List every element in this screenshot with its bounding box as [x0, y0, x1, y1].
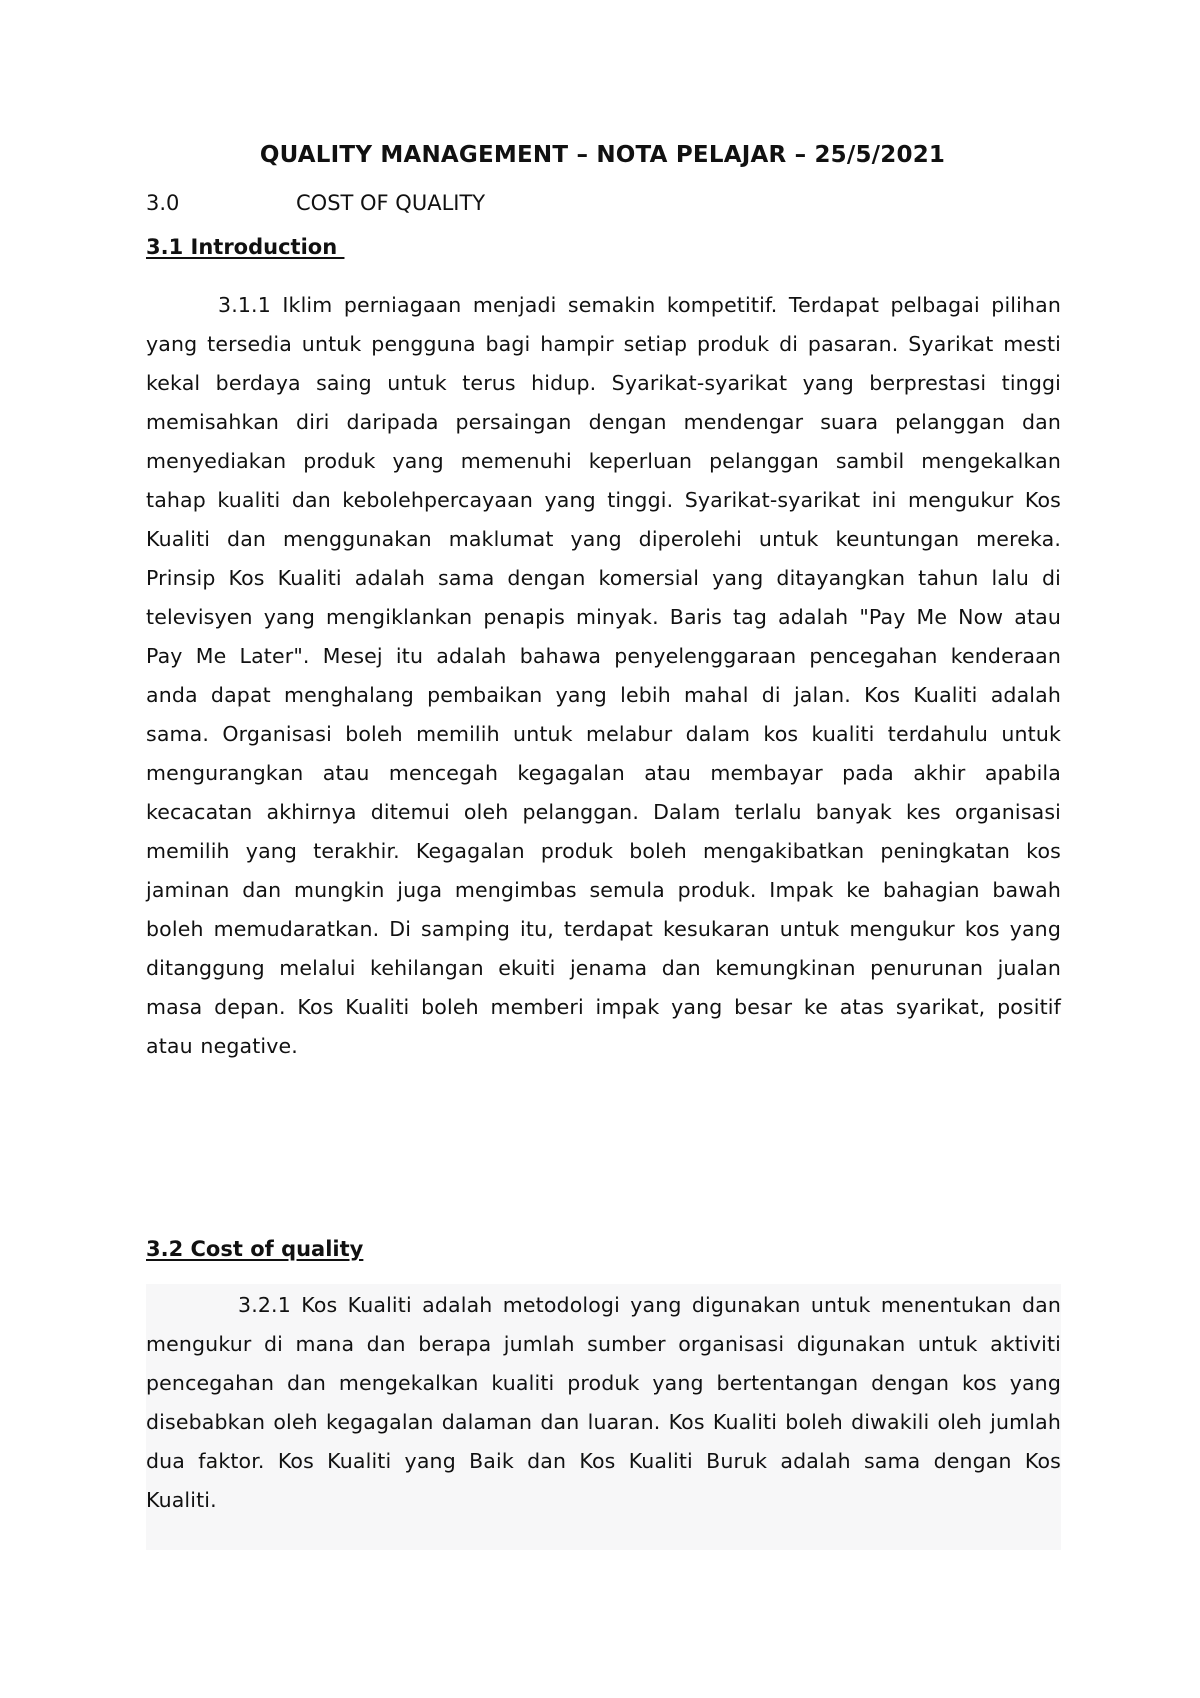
section-heading — [146, 191, 485, 215]
section-number: 3.0 — [146, 191, 180, 215]
cost-of-quality-paragraph: 3.2.1 Kos Kualiti adalah metodologi yang digunakan untuk menentukan dan mengukur di mana dan berapa jumlah sumber organisasi digunakan untuk aktiviti pencegahan dan mengekalkan kualiti produk yang bertentangan dengan kos yang disebabkan oleh kegagalan dalaman dan luaran. Kos Kualiti boleh diwakili oleh jumlah dua faktor. Kos Kualiti yang Baik dan Kos Kualiti Buruk adalah sama dengan Kos Kualiti. — [146, 1293, 1061, 1512]
document-title: QUALITY MANAGEMENT – NOTA PELAJAR – 25/5/2021 — [259, 142, 946, 168]
section-title: COST OF QUALITY — [296, 191, 486, 215]
subsection-heading-introduction: 3.1 Introduction — [146, 235, 345, 259]
introduction-paragraph: 3.1.1 Iklim perniagaan menjadi semakin kompetitif. Terdapat pelbagai pilihan yang tersedia untuk pengguna bagi hampir setiap produk di pasaran. Syarikat mesti kekal berdaya saing untuk terus hidup. Syarikat-syarikat yang berprestasi tinggi memisahkan diri daripada persaingan dengan mendengar suara pelanggan dan menyediakan produk yang memenuhi keperluan pelanggan sambil mengekalkan tahap kualiti dan kebolehpercayaan yang tinggi. Syarikat-syarikat ini mengukur Kos Kualiti dan menggunakan maklumat yang diperolehi untuk keuntungan mereka. Prinsip Kos Kualiti adalah sama dengan komersial yang ditayangkan tahun lalu di televisyen yang mengiklankan penapis minyak. Baris tag adalah "Pay Me Now atau Pay Me Later". Mesej itu adalah bahawa penyelenggaraan pencegahan kenderaan anda dapat menghalang pembaikan yang lebih mahal di jalan. Kos Kualiti adalah sama. Organisasi boleh memilih untuk melabur dalam kos kualiti terdahulu untuk mengurangkan atau mencegah kegagalan atau membayar pada akhir apabila kecacatan akhirnya ditemui oleh pelanggan. Dalam terlalu banyak kes organisasi memilih yang terakhir. Kegagalan produk boleh mengakibatkan peningkatan kos jaminan dan mungkin juga mengimbas semula produk. Impak ke bahagian bawah boleh memudaratkan. Di samping itu, terdapat kesukaran untuk mengukur kos yang ditanggung melalui kehilangan ekuiti jenama dan kemungkinan penurunan jualan masa depan. Kos Kualiti boleh memberi impak yang besar ke atas syarikat, positif atau negative. — [146, 293, 1061, 1058]
subsection-heading-cost-of-quality: 3.2 Cost of quality — [146, 1237, 364, 1261]
